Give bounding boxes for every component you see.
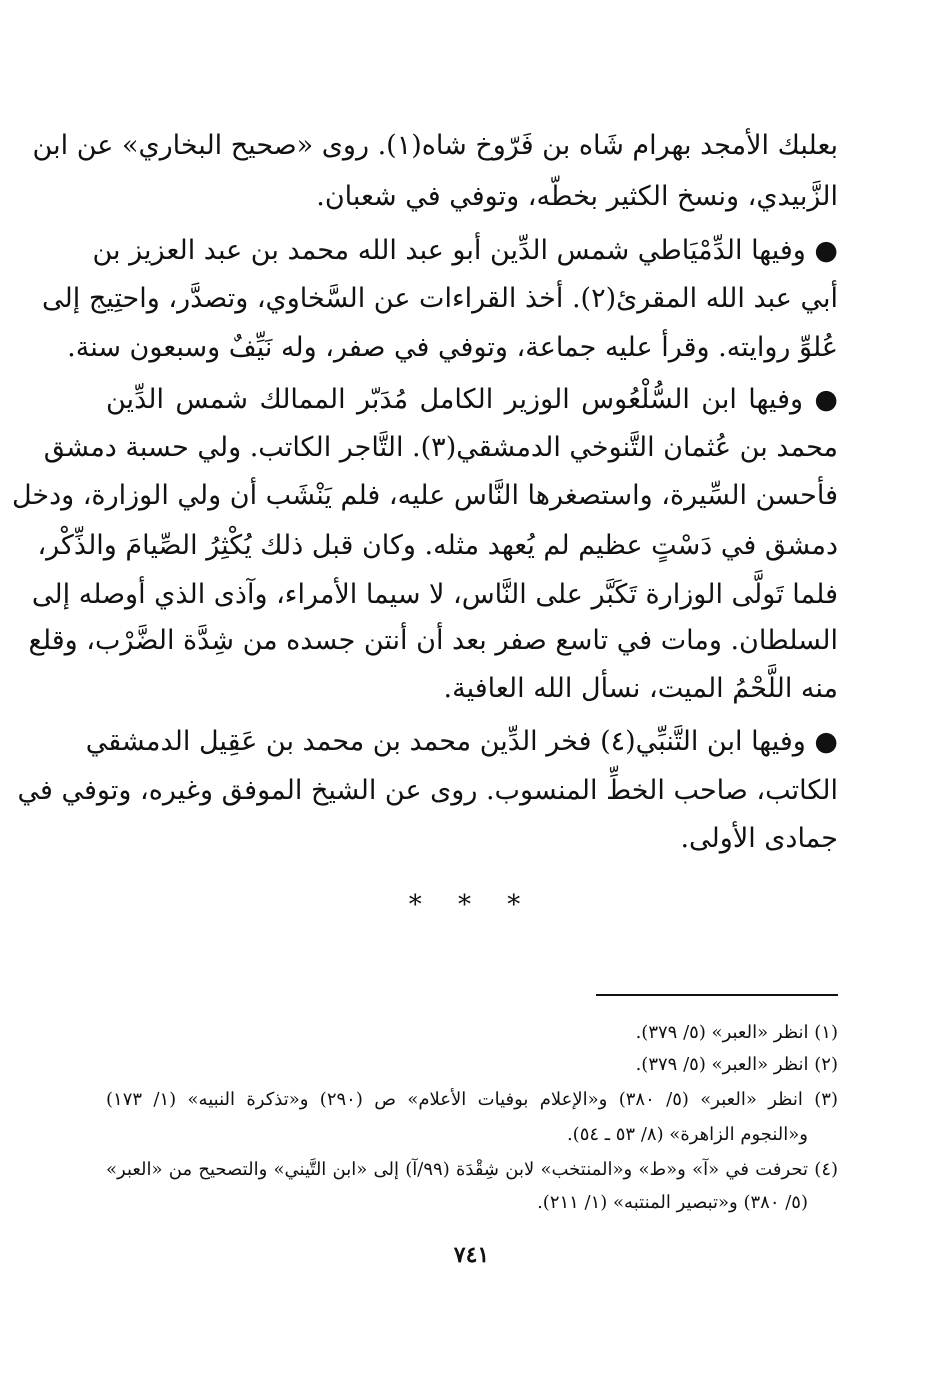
body-line: فأحسن السِّيرة، واستصغرها النَّاس عليه، فلم يَنْشَب أن ولي الوزارة، ودخل bbox=[11, 480, 838, 511]
page-number: ٧٤١ bbox=[453, 1242, 490, 1268]
body-line: منه اللَّحْمُ الميت، نسأل الله العافية. bbox=[443, 673, 838, 704]
body-line: جمادى الأولى. bbox=[680, 823, 838, 854]
body-line: أبي عبد الله المقرئ(٢). أخذ القراءات عن السَّخاوي، وتصدَّر، واحتِيج إلى bbox=[42, 283, 838, 314]
body-line: عُلوِّ روايته. وقرأ عليه جماعة، وتوفي في صفر، وله نَيِّفٌ وسبعون سنة. bbox=[67, 332, 838, 363]
footnote-line: و«النجوم الزاهرة» (٨/ ٥٣ ـ ٥٤). bbox=[566, 1124, 808, 1145]
body-line: فلما تَولَّى الوزارة تَكَبَّر على النَّاس، لا سيما الأمراء، وآذى الذي أوصله إلى bbox=[31, 579, 838, 610]
body-line: الزَّبيدي، ونسخ الكثير بخطّه، وتوفي في شعبان. bbox=[316, 181, 838, 212]
body-line: ● وفيها ابن التَّنبِّي(٤) فخر الدِّين محمد بن محمد بن عَقِيل الدمشقي bbox=[85, 726, 838, 757]
body-line: ● وفيها الدِّمْيَاطي شمس الدِّين أبو عبد الله محمد بن عبد العزيز بن bbox=[92, 235, 838, 266]
footnote-line: (٢) انظر «العبر» (٥/ ٣٧٩). bbox=[635, 1054, 838, 1075]
footnote-line: (١) انظر «العبر» (٥/ ٣٧٩). bbox=[635, 1022, 838, 1043]
body-line: الكاتب، صاحب الخطِّ المنسوب. روى عن الشيخ الموفق وغيره، وتوفي في bbox=[17, 775, 838, 806]
body-line: السلطان. ومات في تاسع صفر بعد أن أنتن جسده من شِدَّة الضَّرْب، وقلع bbox=[28, 625, 838, 656]
body-line: دمشق في دَسْتٍ عظيم لم يُعهد مثله. وكان قبل ذلك يُكْثِرُ الصِّيامَ والذِّكْر، bbox=[37, 530, 838, 561]
footnote-line: (٣) انظر «العبر» (٥/ ٣٨٠) و«الإعلام بوفيات الأعلام» ص (٢٩٠) و«تذكرة النبيه» (١/ ١٧٣) bbox=[106, 1089, 838, 1110]
section-separator: * * * bbox=[408, 890, 535, 920]
body-line: ● وفيها ابن السُّلْعُوس الوزير الكامل مُدَبّر الممالك شمس الدِّين bbox=[106, 384, 838, 415]
body-line: بعلبك الأمجد بهرام شَاه بن فَرّوخ شاه(١). روى «صحيح البخاري» عن ابن bbox=[32, 130, 838, 161]
footnote-line: (٤) تحرفت في «آ» و«ط» و«المنتخب» لابن شِقْدَة (٩٩/آ) إلى «ابن التَّيني» والتصحيح من «العبر» bbox=[106, 1159, 839, 1180]
body-line: محمد بن عُثمان التَّنوخي الدمشقي(٣). التَّاجر الكاتب. ولي حسبة دمشق bbox=[43, 432, 838, 463]
footnote-divider bbox=[596, 994, 838, 996]
footnote-line: (٥/ ٣٨٠) و«تبصير المنتبه» (١/ ٢١١). bbox=[537, 1192, 808, 1213]
